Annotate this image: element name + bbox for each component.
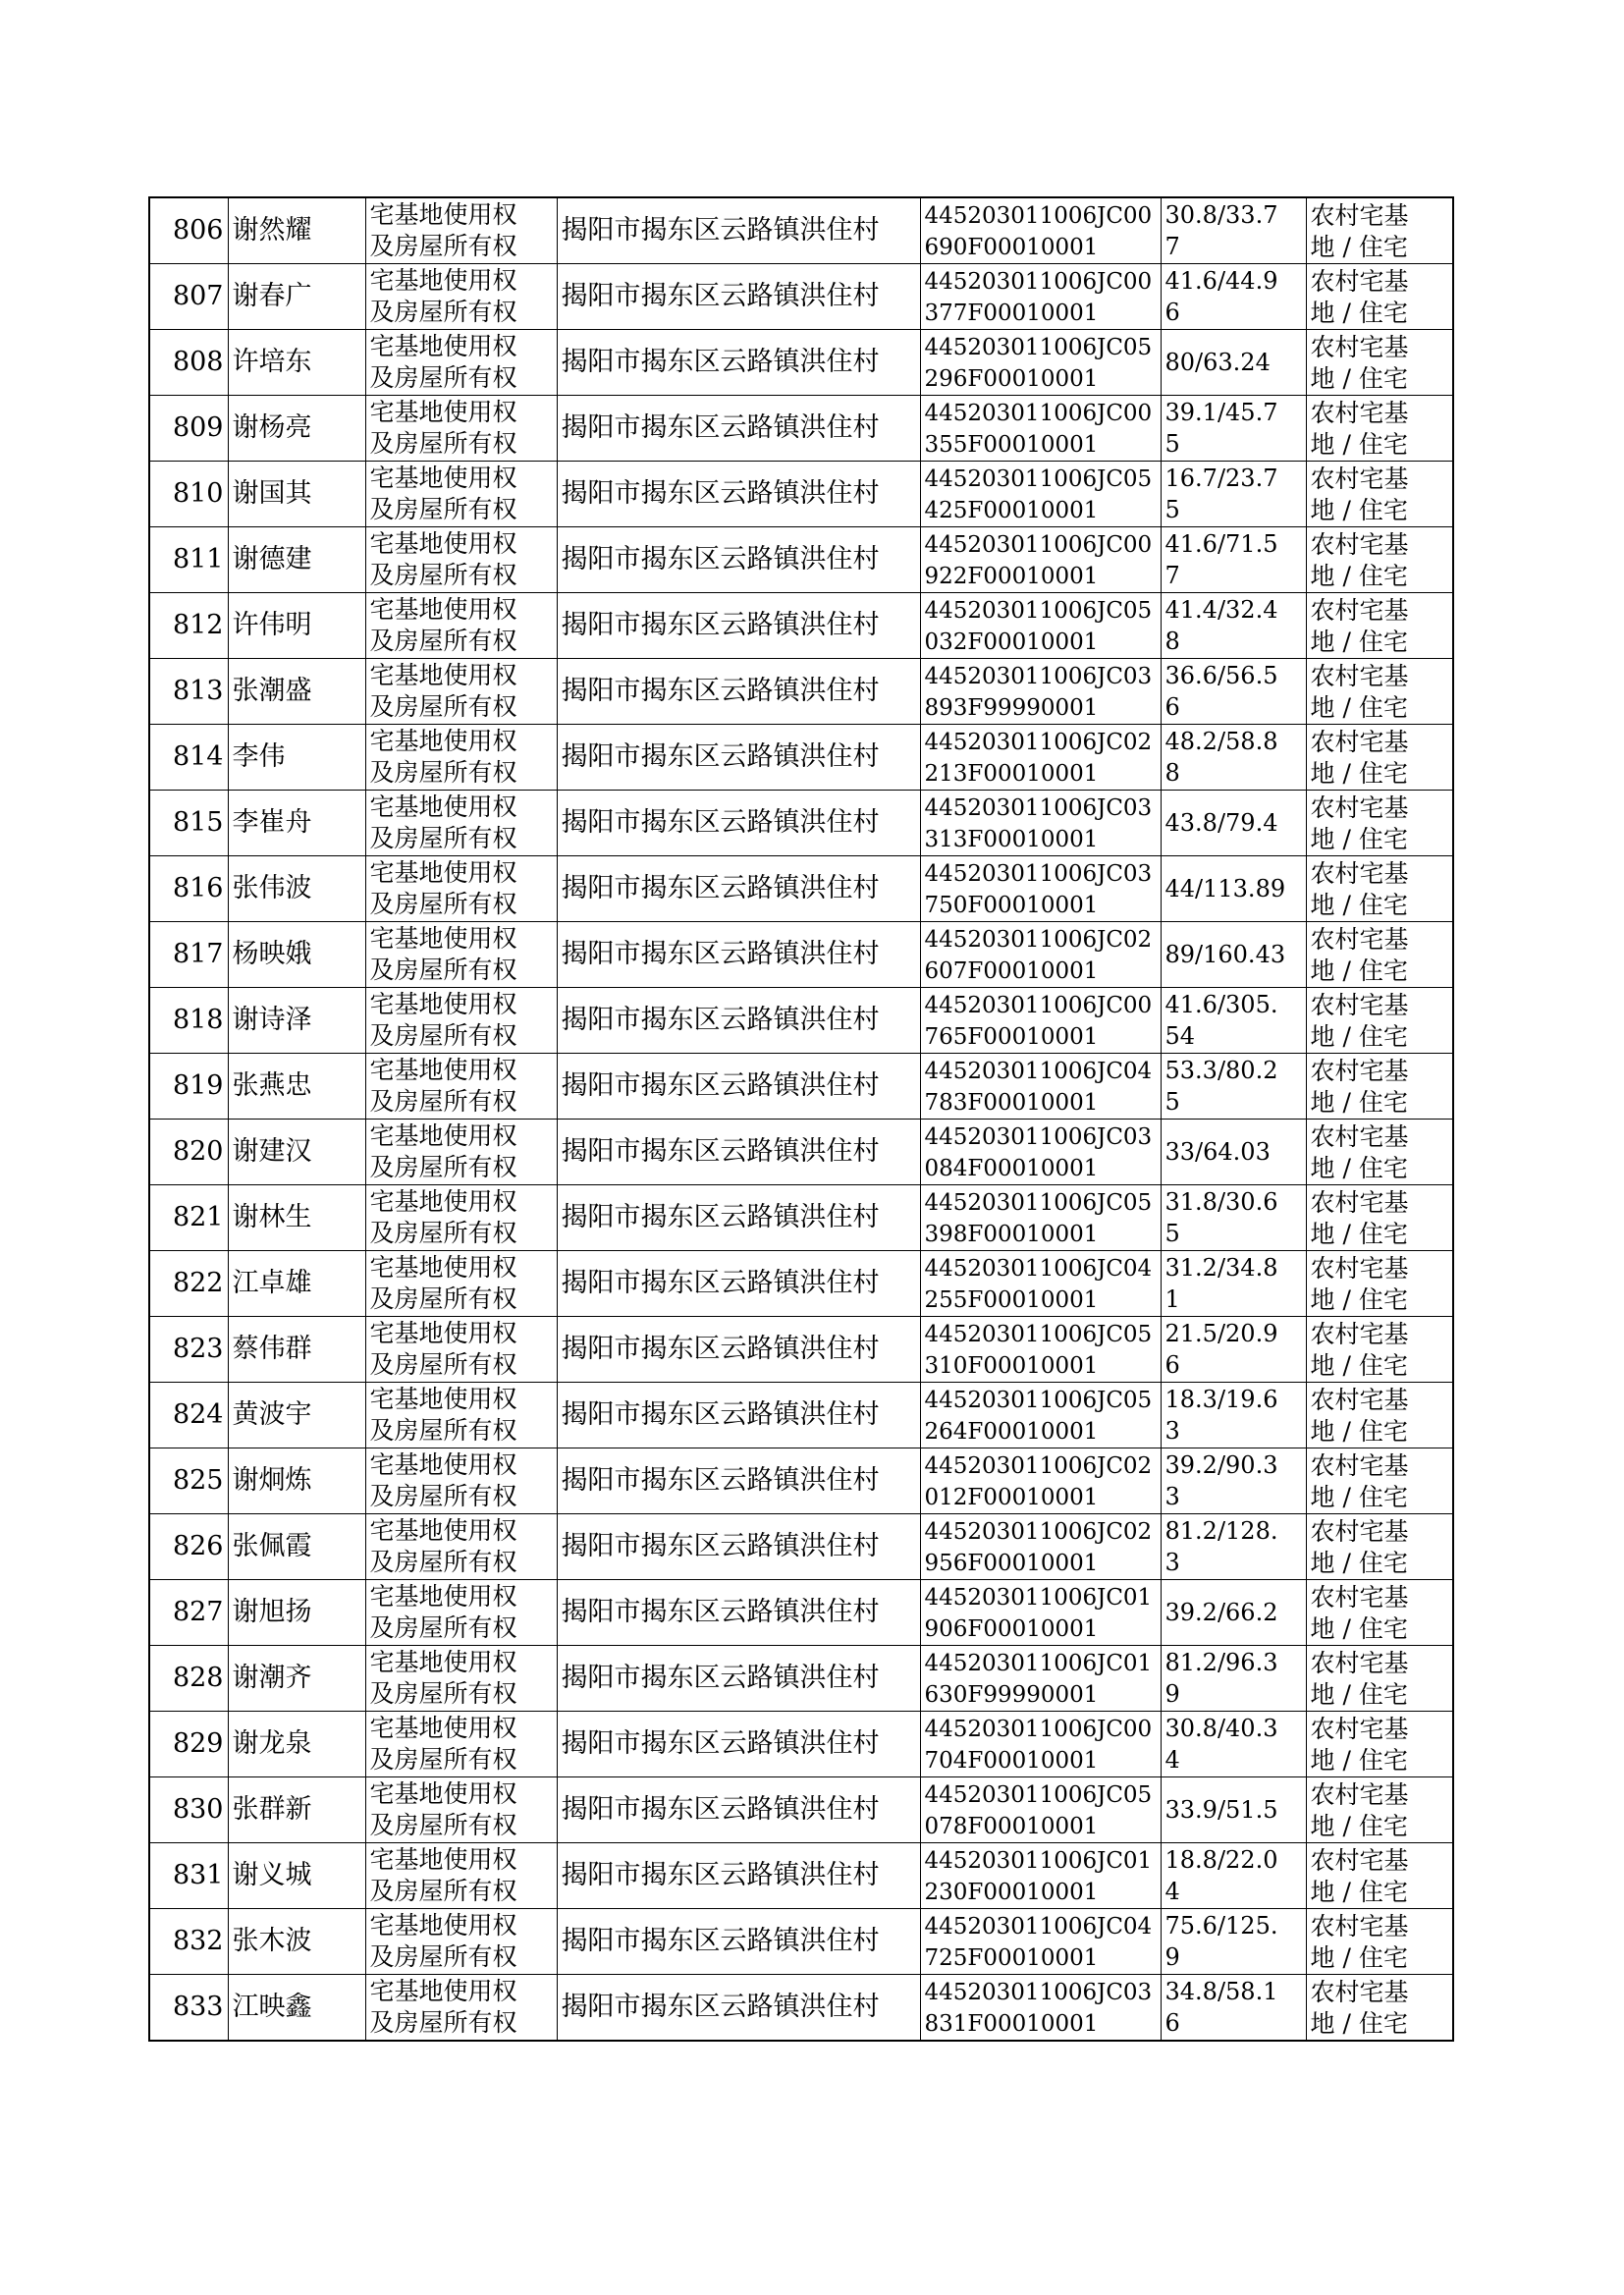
location-cell: 揭阳市揭东区云路镇洪住村 bbox=[557, 725, 920, 791]
area-value-cell: 33.9/51.5 bbox=[1161, 1777, 1306, 1843]
table-row bbox=[149, 1909, 1453, 1975]
table-row bbox=[149, 1580, 1453, 1646]
owner-name-cell: 许伟明 bbox=[228, 593, 365, 659]
unit-code-cell: 445203011006JC03 893F99990001 bbox=[920, 659, 1161, 725]
row-number-cell: 817 bbox=[149, 922, 228, 988]
owner-name-cell: 谢春广 bbox=[228, 264, 365, 330]
row-number-cell: 829 bbox=[149, 1712, 228, 1777]
land-use-cell: 农村宅基 地 / 住宅 bbox=[1306, 1514, 1453, 1580]
table-row bbox=[149, 197, 1453, 264]
land-use-cell: 农村宅基 地 / 住宅 bbox=[1306, 1580, 1453, 1646]
area-value-cell: 34.8/58.1 6 bbox=[1161, 1975, 1306, 2042]
unit-code-cell: 445203011006JC04 725F00010001 bbox=[920, 1909, 1161, 1975]
area-value-cell: 41.6/71.5 7 bbox=[1161, 527, 1306, 593]
table-row bbox=[149, 791, 1453, 856]
right-type-cell: 宅基地使用权 及房屋所有权 bbox=[365, 922, 557, 988]
land-use-cell: 农村宅基 地 / 住宅 bbox=[1306, 1909, 1453, 1975]
location-cell: 揭阳市揭东区云路镇洪住村 bbox=[557, 197, 920, 264]
area-value-cell: 39.2/66.2 bbox=[1161, 1580, 1306, 1646]
right-type-cell: 宅基地使用权 及房屋所有权 bbox=[365, 264, 557, 330]
unit-code-cell: 445203011006JC00 355F00010001 bbox=[920, 396, 1161, 462]
row-number-cell: 833 bbox=[149, 1975, 228, 2042]
table-row bbox=[149, 527, 1453, 593]
location-cell: 揭阳市揭东区云路镇洪住村 bbox=[557, 264, 920, 330]
unit-code-cell: 445203011006JC00 765F00010001 bbox=[920, 988, 1161, 1054]
location-cell: 揭阳市揭东区云路镇洪住村 bbox=[557, 1777, 920, 1843]
owner-name-cell: 许培东 bbox=[228, 330, 365, 396]
right-type-cell: 宅基地使用权 及房屋所有权 bbox=[365, 988, 557, 1054]
location-cell: 揭阳市揭东区云路镇洪住村 bbox=[557, 1120, 920, 1185]
location-cell: 揭阳市揭东区云路镇洪住村 bbox=[557, 856, 920, 922]
unit-code-cell: 445203011006JC03 084F00010001 bbox=[920, 1120, 1161, 1185]
owner-name-cell: 张燕忠 bbox=[228, 1054, 365, 1120]
row-number-cell: 815 bbox=[149, 791, 228, 856]
land-use-cell: 农村宅基 地 / 住宅 bbox=[1306, 1646, 1453, 1712]
land-use-cell: 农村宅基 地 / 住宅 bbox=[1306, 197, 1453, 264]
right-type-cell: 宅基地使用权 及房屋所有权 bbox=[365, 1646, 557, 1712]
location-cell: 揭阳市揭东区云路镇洪住村 bbox=[557, 462, 920, 527]
land-use-cell: 农村宅基 地 / 住宅 bbox=[1306, 396, 1453, 462]
area-value-cell: 31.2/34.8 1 bbox=[1161, 1251, 1306, 1317]
land-use-cell: 农村宅基 地 / 住宅 bbox=[1306, 659, 1453, 725]
location-cell: 揭阳市揭东区云路镇洪住村 bbox=[557, 988, 920, 1054]
table-body bbox=[149, 197, 1453, 2041]
location-cell: 揭阳市揭东区云路镇洪住村 bbox=[557, 1514, 920, 1580]
area-value-cell: 16.7/23.7 5 bbox=[1161, 462, 1306, 527]
location-cell: 揭阳市揭东区云路镇洪住村 bbox=[557, 1185, 920, 1251]
table-row bbox=[149, 330, 1453, 396]
right-type-cell: 宅基地使用权 及房屋所有权 bbox=[365, 527, 557, 593]
owner-name-cell: 江卓雄 bbox=[228, 1251, 365, 1317]
row-number-cell: 820 bbox=[149, 1120, 228, 1185]
right-type-cell: 宅基地使用权 及房屋所有权 bbox=[365, 1448, 557, 1514]
area-value-cell: 53.3/80.2 5 bbox=[1161, 1054, 1306, 1120]
owner-name-cell: 谢国其 bbox=[228, 462, 365, 527]
right-type-cell: 宅基地使用权 及房屋所有权 bbox=[365, 1185, 557, 1251]
owner-name-cell: 李崔舟 bbox=[228, 791, 365, 856]
owner-name-cell: 谢旭扬 bbox=[228, 1580, 365, 1646]
row-number-cell: 808 bbox=[149, 330, 228, 396]
location-cell: 揭阳市揭东区云路镇洪住村 bbox=[557, 330, 920, 396]
right-type-cell: 宅基地使用权 及房屋所有权 bbox=[365, 725, 557, 791]
row-number-cell: 830 bbox=[149, 1777, 228, 1843]
right-type-cell: 宅基地使用权 及房屋所有权 bbox=[365, 593, 557, 659]
unit-code-cell: 445203011006JC01 630F99990001 bbox=[920, 1646, 1161, 1712]
row-number-cell: 822 bbox=[149, 1251, 228, 1317]
location-cell: 揭阳市揭东区云路镇洪住村 bbox=[557, 1054, 920, 1120]
right-type-cell: 宅基地使用权 及房屋所有权 bbox=[365, 396, 557, 462]
area-value-cell: 81.2/96.3 9 bbox=[1161, 1646, 1306, 1712]
right-type-cell: 宅基地使用权 及房屋所有权 bbox=[365, 1843, 557, 1909]
owner-name-cell: 杨映娥 bbox=[228, 922, 365, 988]
right-type-cell: 宅基地使用权 及房屋所有权 bbox=[365, 1975, 557, 2042]
unit-code-cell: 445203011006JC02 607F00010001 bbox=[920, 922, 1161, 988]
owner-name-cell: 谢德建 bbox=[228, 527, 365, 593]
unit-code-cell: 445203011006JC04 783F00010001 bbox=[920, 1054, 1161, 1120]
right-type-cell: 宅基地使用权 及房屋所有权 bbox=[365, 330, 557, 396]
unit-code-cell: 445203011006JC04 255F00010001 bbox=[920, 1251, 1161, 1317]
right-type-cell: 宅基地使用权 及房屋所有权 bbox=[365, 1777, 557, 1843]
land-use-cell: 农村宅基 地 / 住宅 bbox=[1306, 330, 1453, 396]
location-cell: 揭阳市揭东区云路镇洪住村 bbox=[557, 1909, 920, 1975]
area-value-cell: 43.8/79.4 bbox=[1161, 791, 1306, 856]
table-row bbox=[149, 462, 1453, 527]
area-value-cell: 33/64.03 bbox=[1161, 1120, 1306, 1185]
area-value-cell: 31.8/30.6 5 bbox=[1161, 1185, 1306, 1251]
unit-code-cell: 445203011006JC05 032F00010001 bbox=[920, 593, 1161, 659]
row-number-cell: 809 bbox=[149, 396, 228, 462]
owner-name-cell: 张木波 bbox=[228, 1909, 365, 1975]
location-cell: 揭阳市揭东区云路镇洪住村 bbox=[557, 1383, 920, 1448]
land-use-cell: 农村宅基 地 / 住宅 bbox=[1306, 922, 1453, 988]
row-number-cell: 832 bbox=[149, 1909, 228, 1975]
right-type-cell: 宅基地使用权 及房屋所有权 bbox=[365, 1317, 557, 1383]
location-cell: 揭阳市揭东区云路镇洪住村 bbox=[557, 396, 920, 462]
table-row bbox=[149, 1514, 1453, 1580]
area-value-cell: 39.2/90.3 3 bbox=[1161, 1448, 1306, 1514]
owner-name-cell: 黄波宇 bbox=[228, 1383, 365, 1448]
right-type-cell: 宅基地使用权 及房屋所有权 bbox=[365, 462, 557, 527]
owner-name-cell: 谢杨亮 bbox=[228, 396, 365, 462]
right-type-cell: 宅基地使用权 及房屋所有权 bbox=[365, 1514, 557, 1580]
land-use-cell: 农村宅基 地 / 住宅 bbox=[1306, 1317, 1453, 1383]
right-type-cell: 宅基地使用权 及房屋所有权 bbox=[365, 791, 557, 856]
owner-name-cell: 谢炯炼 bbox=[228, 1448, 365, 1514]
row-number-cell: 812 bbox=[149, 593, 228, 659]
owner-name-cell: 谢建汉 bbox=[228, 1120, 365, 1185]
unit-code-cell: 445203011006JC05 296F00010001 bbox=[920, 330, 1161, 396]
table-row bbox=[149, 1054, 1453, 1120]
row-number-cell: 813 bbox=[149, 659, 228, 725]
registry-table bbox=[148, 196, 1454, 2042]
unit-code-cell: 445203011006JC05 425F00010001 bbox=[920, 462, 1161, 527]
row-number-cell: 831 bbox=[149, 1843, 228, 1909]
land-use-cell: 农村宅基 地 / 住宅 bbox=[1306, 988, 1453, 1054]
unit-code-cell: 445203011006JC05 398F00010001 bbox=[920, 1185, 1161, 1251]
location-cell: 揭阳市揭东区云路镇洪住村 bbox=[557, 922, 920, 988]
table-row bbox=[149, 1646, 1453, 1712]
row-number-cell: 828 bbox=[149, 1646, 228, 1712]
table-row bbox=[149, 1383, 1453, 1448]
table-row bbox=[149, 1120, 1453, 1185]
right-type-cell: 宅基地使用权 及房屋所有权 bbox=[365, 1054, 557, 1120]
owner-name-cell: 江映鑫 bbox=[228, 1975, 365, 2042]
land-use-cell: 农村宅基 地 / 住宅 bbox=[1306, 791, 1453, 856]
land-use-cell: 农村宅基 地 / 住宅 bbox=[1306, 1251, 1453, 1317]
area-value-cell: 21.5/20.9 6 bbox=[1161, 1317, 1306, 1383]
location-cell: 揭阳市揭东区云路镇洪住村 bbox=[557, 1580, 920, 1646]
row-number-cell: 816 bbox=[149, 856, 228, 922]
unit-code-cell: 445203011006JC03 831F00010001 bbox=[920, 1975, 1161, 2042]
row-number-cell: 807 bbox=[149, 264, 228, 330]
row-number-cell: 827 bbox=[149, 1580, 228, 1646]
unit-code-cell: 445203011006JC02 213F00010001 bbox=[920, 725, 1161, 791]
table-row bbox=[149, 1317, 1453, 1383]
row-number-cell: 824 bbox=[149, 1383, 228, 1448]
row-number-cell: 806 bbox=[149, 197, 228, 264]
location-cell: 揭阳市揭东区云路镇洪住村 bbox=[557, 791, 920, 856]
area-value-cell: 80/63.24 bbox=[1161, 330, 1306, 396]
row-number-cell: 814 bbox=[149, 725, 228, 791]
right-type-cell: 宅基地使用权 及房屋所有权 bbox=[365, 1580, 557, 1646]
area-value-cell: 44/113.89 bbox=[1161, 856, 1306, 922]
area-value-cell: 41.6/44.9 6 bbox=[1161, 264, 1306, 330]
area-value-cell: 18.3/19.6 3 bbox=[1161, 1383, 1306, 1448]
right-type-cell: 宅基地使用权 及房屋所有权 bbox=[365, 1712, 557, 1777]
unit-code-cell: 445203011006JC03 750F00010001 bbox=[920, 856, 1161, 922]
location-cell: 揭阳市揭东区云路镇洪住村 bbox=[557, 1975, 920, 2042]
land-use-cell: 农村宅基 地 / 住宅 bbox=[1306, 856, 1453, 922]
table-row bbox=[149, 1843, 1453, 1909]
owner-name-cell: 张佩霞 bbox=[228, 1514, 365, 1580]
owner-name-cell: 蔡伟群 bbox=[228, 1317, 365, 1383]
table-row bbox=[149, 1448, 1453, 1514]
land-use-cell: 农村宅基 地 / 住宅 bbox=[1306, 1383, 1453, 1448]
land-use-cell: 农村宅基 地 / 住宅 bbox=[1306, 1712, 1453, 1777]
right-type-cell: 宅基地使用权 及房屋所有权 bbox=[365, 1120, 557, 1185]
table-row bbox=[149, 1185, 1453, 1251]
land-use-cell: 农村宅基 地 / 住宅 bbox=[1306, 1054, 1453, 1120]
owner-name-cell: 张伟波 bbox=[228, 856, 365, 922]
unit-code-cell: 445203011006JC05 078F00010001 bbox=[920, 1777, 1161, 1843]
area-value-cell: 81.2/128. 3 bbox=[1161, 1514, 1306, 1580]
row-number-cell: 810 bbox=[149, 462, 228, 527]
land-use-cell: 农村宅基 地 / 住宅 bbox=[1306, 264, 1453, 330]
land-use-cell: 农村宅基 地 / 住宅 bbox=[1306, 725, 1453, 791]
unit-code-cell: 445203011006JC00 690F00010001 bbox=[920, 197, 1161, 264]
table-row bbox=[149, 396, 1453, 462]
land-use-cell: 农村宅基 地 / 住宅 bbox=[1306, 593, 1453, 659]
row-number-cell: 819 bbox=[149, 1054, 228, 1120]
location-cell: 揭阳市揭东区云路镇洪住村 bbox=[557, 1317, 920, 1383]
unit-code-cell: 445203011006JC00 922F00010001 bbox=[920, 527, 1161, 593]
area-value-cell: 75.6/125. 9 bbox=[1161, 1909, 1306, 1975]
land-use-cell: 农村宅基 地 / 住宅 bbox=[1306, 462, 1453, 527]
unit-code-cell: 445203011006JC01 230F00010001 bbox=[920, 1843, 1161, 1909]
owner-name-cell: 谢龙泉 bbox=[228, 1712, 365, 1777]
row-number-cell: 823 bbox=[149, 1317, 228, 1383]
owner-name-cell: 谢义城 bbox=[228, 1843, 365, 1909]
right-type-cell: 宅基地使用权 及房屋所有权 bbox=[365, 1909, 557, 1975]
unit-code-cell: 445203011006JC01 906F00010001 bbox=[920, 1580, 1161, 1646]
table-row bbox=[149, 593, 1453, 659]
row-number-cell: 821 bbox=[149, 1185, 228, 1251]
table-row bbox=[149, 1975, 1453, 2042]
land-use-cell: 农村宅基 地 / 住宅 bbox=[1306, 1777, 1453, 1843]
row-number-cell: 811 bbox=[149, 527, 228, 593]
right-type-cell: 宅基地使用权 及房屋所有权 bbox=[365, 659, 557, 725]
location-cell: 揭阳市揭东区云路镇洪住村 bbox=[557, 527, 920, 593]
unit-code-cell: 445203011006JC05 310F00010001 bbox=[920, 1317, 1161, 1383]
location-cell: 揭阳市揭东区云路镇洪住村 bbox=[557, 1448, 920, 1514]
land-use-cell: 农村宅基 地 / 住宅 bbox=[1306, 1843, 1453, 1909]
land-use-cell: 农村宅基 地 / 住宅 bbox=[1306, 1185, 1453, 1251]
area-value-cell: 30.8/40.3 4 bbox=[1161, 1712, 1306, 1777]
row-number-cell: 826 bbox=[149, 1514, 228, 1580]
unit-code-cell: 445203011006JC05 264F00010001 bbox=[920, 1383, 1161, 1448]
land-use-cell: 农村宅基 地 / 住宅 bbox=[1306, 1448, 1453, 1514]
unit-code-cell: 445203011006JC02 012F00010001 bbox=[920, 1448, 1161, 1514]
right-type-cell: 宅基地使用权 及房屋所有权 bbox=[365, 1251, 557, 1317]
row-number-cell: 818 bbox=[149, 988, 228, 1054]
table-row bbox=[149, 264, 1453, 330]
area-value-cell: 89/160.43 bbox=[1161, 922, 1306, 988]
area-value-cell: 41.6/305. 54 bbox=[1161, 988, 1306, 1054]
land-use-cell: 农村宅基 地 / 住宅 bbox=[1306, 1975, 1453, 2042]
owner-name-cell: 谢诗泽 bbox=[228, 988, 365, 1054]
owner-name-cell: 张潮盛 bbox=[228, 659, 365, 725]
table-row bbox=[149, 988, 1453, 1054]
table-row bbox=[149, 1712, 1453, 1777]
unit-code-cell: 445203011006JC00 704F00010001 bbox=[920, 1712, 1161, 1777]
owner-name-cell: 谢林生 bbox=[228, 1185, 365, 1251]
area-value-cell: 30.8/33.7 7 bbox=[1161, 197, 1306, 264]
area-value-cell: 48.2/58.8 8 bbox=[1161, 725, 1306, 791]
row-number-cell: 825 bbox=[149, 1448, 228, 1514]
right-type-cell: 宅基地使用权 及房屋所有权 bbox=[365, 856, 557, 922]
table-row bbox=[149, 856, 1453, 922]
land-use-cell: 农村宅基 地 / 住宅 bbox=[1306, 1120, 1453, 1185]
right-type-cell: 宅基地使用权 及房屋所有权 bbox=[365, 197, 557, 264]
table-row bbox=[149, 922, 1453, 988]
unit-code-cell: 445203011006JC00 377F00010001 bbox=[920, 264, 1161, 330]
location-cell: 揭阳市揭东区云路镇洪住村 bbox=[557, 1843, 920, 1909]
owner-name-cell: 谢然耀 bbox=[228, 197, 365, 264]
location-cell: 揭阳市揭东区云路镇洪住村 bbox=[557, 1712, 920, 1777]
owner-name-cell: 谢潮齐 bbox=[228, 1646, 365, 1712]
table-row bbox=[149, 725, 1453, 791]
right-type-cell: 宅基地使用权 及房屋所有权 bbox=[365, 1383, 557, 1448]
area-value-cell: 18.8/22.0 4 bbox=[1161, 1843, 1306, 1909]
unit-code-cell: 445203011006JC02 956F00010001 bbox=[920, 1514, 1161, 1580]
location-cell: 揭阳市揭东区云路镇洪住村 bbox=[557, 659, 920, 725]
table-row bbox=[149, 1251, 1453, 1317]
owner-name-cell: 李伟 bbox=[228, 725, 365, 791]
owner-name-cell: 张群新 bbox=[228, 1777, 365, 1843]
land-use-cell: 农村宅基 地 / 住宅 bbox=[1306, 527, 1453, 593]
table-row bbox=[149, 659, 1453, 725]
table-row bbox=[149, 1777, 1453, 1843]
area-value-cell: 36.6/56.5 6 bbox=[1161, 659, 1306, 725]
location-cell: 揭阳市揭东区云路镇洪住村 bbox=[557, 1251, 920, 1317]
area-value-cell: 41.4/32.4 8 bbox=[1161, 593, 1306, 659]
location-cell: 揭阳市揭东区云路镇洪住村 bbox=[557, 593, 920, 659]
area-value-cell: 39.1/45.7 5 bbox=[1161, 396, 1306, 462]
unit-code-cell: 445203011006JC03 313F00010001 bbox=[920, 791, 1161, 856]
location-cell: 揭阳市揭东区云路镇洪住村 bbox=[557, 1646, 920, 1712]
